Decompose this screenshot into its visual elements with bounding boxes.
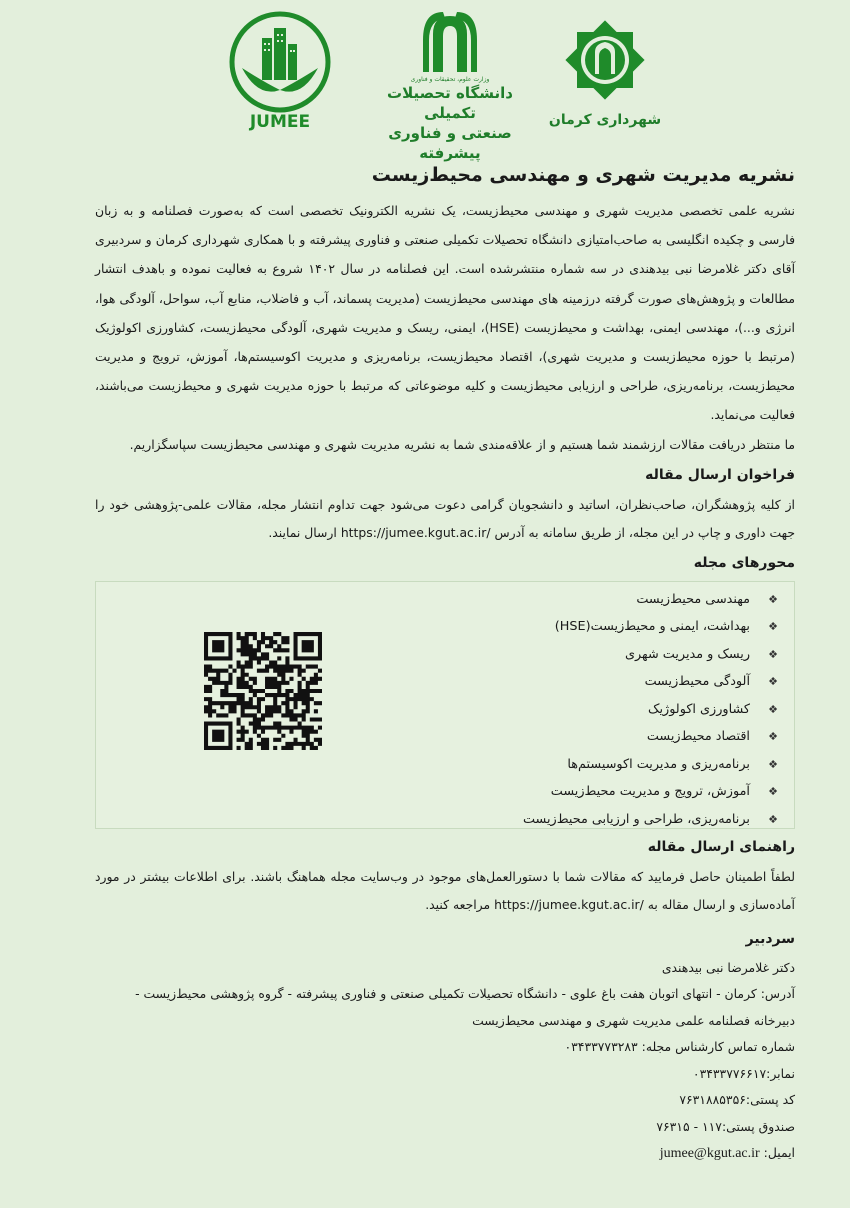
- topic-label: آموزش، ترویج و مدیریت محیط‌زیست: [550, 784, 750, 800]
- topic-item: [96, 723, 778, 751]
- bullet-icon: ❖: [768, 730, 778, 744]
- bullet-icon: ❖: [768, 702, 778, 716]
- topic-label: برنامه‌ریزی، طراحی و ارزیابی محیط‌زیست: [522, 811, 750, 827]
- bullet-icon: ❖: [768, 592, 778, 606]
- page-title: نشریه مدیریت شهری و مهندسی محیط‌زیست: [371, 164, 795, 186]
- ministry-caption: وزارت علوم، تحقیقات و فناوری: [410, 76, 490, 83]
- bullet-icon: ❖: [768, 757, 778, 771]
- call-paragraph: [95, 491, 795, 547]
- university-logo: [360, 10, 540, 163]
- topic-item: [96, 641, 778, 669]
- jumee-emblem-icon: [228, 10, 332, 114]
- topic-label: مهندسی محیط‌زیست: [636, 591, 750, 607]
- municipality-name: شهرداری کرمان: [548, 112, 662, 128]
- editor-heading: سردبیر: [745, 930, 795, 947]
- call-text: از کلیه پژوهشگران، صاحب‌نظران، اساتید و دانشجویان گرامی دعوت می‌شود جهت تداوم انتشار مجله، مقالات علمی-پژوهشی خود را جهت داوری و چاپ در این مجله، از طریق سامانه به آدرس: [95, 496, 795, 540]
- jumee-logo: [225, 10, 335, 132]
- bullet-icon: ❖: [768, 785, 778, 799]
- topic-label: برنامه‌ریزی و مدیریت اکوسیستم‌ها: [567, 756, 750, 772]
- jumee-wordmark: JUMEE: [249, 112, 311, 132]
- topic-item: [96, 696, 778, 724]
- topics-box: [95, 581, 795, 829]
- main-content: [95, 160, 795, 1168]
- call-text-end: ارسال نمایند.: [268, 524, 337, 540]
- topic-label: اقتصاد محیط‌زیست: [646, 729, 750, 745]
- university-emblem-icon: [415, 10, 485, 76]
- topic-item: [96, 668, 778, 696]
- topic-item: [96, 586, 778, 614]
- editor-phone: شماره تماس کارشناس مجله: ۰۳۴۳۳۷۷۳۲۸۳: [564, 1039, 795, 1055]
- topic-item: [96, 806, 778, 834]
- topic-label: بهداشت، ایمنی و محیط‌زیست(HSE): [554, 619, 750, 635]
- topic-item: [96, 778, 778, 806]
- municipality-emblem-icon: [555, 10, 655, 110]
- guide-text-end: مراجعه کنید.: [425, 896, 491, 912]
- editor-name: دکتر غلامرضا نبی بیدهندی: [661, 959, 795, 975]
- topic-label: کشاورزی اکولوژیک: [648, 701, 750, 717]
- bullet-icon: ❖: [768, 620, 778, 634]
- topic-item: [96, 751, 778, 779]
- qr-code[interactable]: [204, 632, 322, 750]
- editor-address: آدرس: کرمان - انتهای اتوبان هفت باغ علوی - دانشگاه تحصیلات تکمیلی صنعتی و فناوری پیشرفته - گروه پژوهشی محیط‌زیست - دبیرخانه فصلنامه علمی مدیریت شهری و مهندسی محیط‌زیست: [135, 986, 795, 1028]
- municipality-logo: [545, 10, 665, 128]
- intro-paragraph: نشریه علمی تخصصی مدیریت شهری و مهندسی محیط‌زیست، یک نشریه الکترونیک تخصصی است که به‌صورت فصلنامه و به زبان فارسی و چکیده انگلیسی به صاحب‌امتیازی دانشگاه تحصیلات تکمیلی صنعتی و فناوری پیشرفته و با همکاری شهرداری کرمان و سردبیری آقای دکتر غلامرضا نبی بیدهندی در سه شماره منتشرشده است. این فصلنامه در سال ۱۴۰۲ شروع به فعالیت نموده و باهدف انتشار مطالعات و پژوهش‌های صورت گرفته درزمینه های مهندسی محیط‌زیست (مدیریت پسماند، آب و فاضلاب، منابع آب، سواحل، آلودگی هوا، انرژی و...)، مهندسی ایمنی، بهداشت و محیط‌زیست (HSE)، ایمنی، ریسک و مدیریت شهری، آلودگی محیط‌زیست، کشاورزی اکولوژیک (مرتبط با حوزه محیط‌زیست و مدیریت شهری)، اقتصاد محیط‌زیست، برنامه‌ریزی و مدیریت اکوسیستم‌ها، آموزش، ترویج و مدیریت محیط‌زیست، برنامه‌ریزی، طراحی و ارزیابی محیط‌زیست و کلیه موضوعاتی که مرتبط با حوزه مدیریت شهری و محیط‌زیست می‌باشند، فعالیت می‌نماید.: [95, 203, 796, 423]
- email-label: ایمیل:: [763, 1145, 795, 1161]
- call-heading: فراخوان ارسال مقاله: [645, 466, 795, 483]
- header-logos: [0, 10, 850, 162]
- topics-heading: محورهای مجله: [693, 554, 795, 571]
- editor-fax: نمابر:۰۳۴۳۳۷۷۶۶۱۷: [692, 1065, 795, 1081]
- editor-postal-code: کد پستی:۷۶۳۱۸۸۵۳۵۶: [679, 1092, 795, 1108]
- editor-email-row: [95, 1140, 795, 1168]
- topic-label: آلودگی محیط‌زیست: [644, 674, 750, 690]
- email-link[interactable]: jumee@kgut.ac.ir: [659, 1146, 760, 1162]
- topic-item: [96, 613, 778, 641]
- bullet-icon: ❖: [768, 647, 778, 661]
- guide-paragraph: [95, 863, 795, 919]
- topic-label: ریسک و مدیریت شهری: [624, 646, 750, 662]
- submission-link[interactable]: https://jumee.kgut.ac.ir/: [340, 524, 491, 540]
- topics-list: [96, 582, 794, 834]
- editor-po-box: صندوق پستی:۱۱۷ - ۷۶۳۱۵: [656, 1118, 795, 1134]
- intro-thanks: ما منتظر دریافت مقالات ارزشمند شما هستیم و از علاقه‌مندی شما به نشریه مدیریت شهری و مهندسی محیط‌زیست سپاسگزاریم.: [129, 436, 795, 452]
- bullet-icon: ❖: [768, 812, 778, 826]
- university-name-line2: صنعتی و فناوری پیشرفته: [388, 124, 512, 162]
- guide-link[interactable]: https://jumee.kgut.ac.ir/: [494, 896, 644, 912]
- bullet-icon: ❖: [768, 675, 778, 689]
- guide-text: لطفاً اطمینان حاصل فرمایید که مقالات شما با دستورالعمل‌های موجود در وب‌سایت مجله هماهنگ باشند. برای اطلاعات بیشتر در مورد آماده‌سازی و ارسال مقاله به: [95, 868, 795, 912]
- guide-heading: راهنمای ارسال مقاله: [647, 838, 795, 855]
- editor-details: [95, 955, 795, 1168]
- university-name-line1: دانشگاه تحصیلات تکمیلی: [387, 84, 513, 122]
